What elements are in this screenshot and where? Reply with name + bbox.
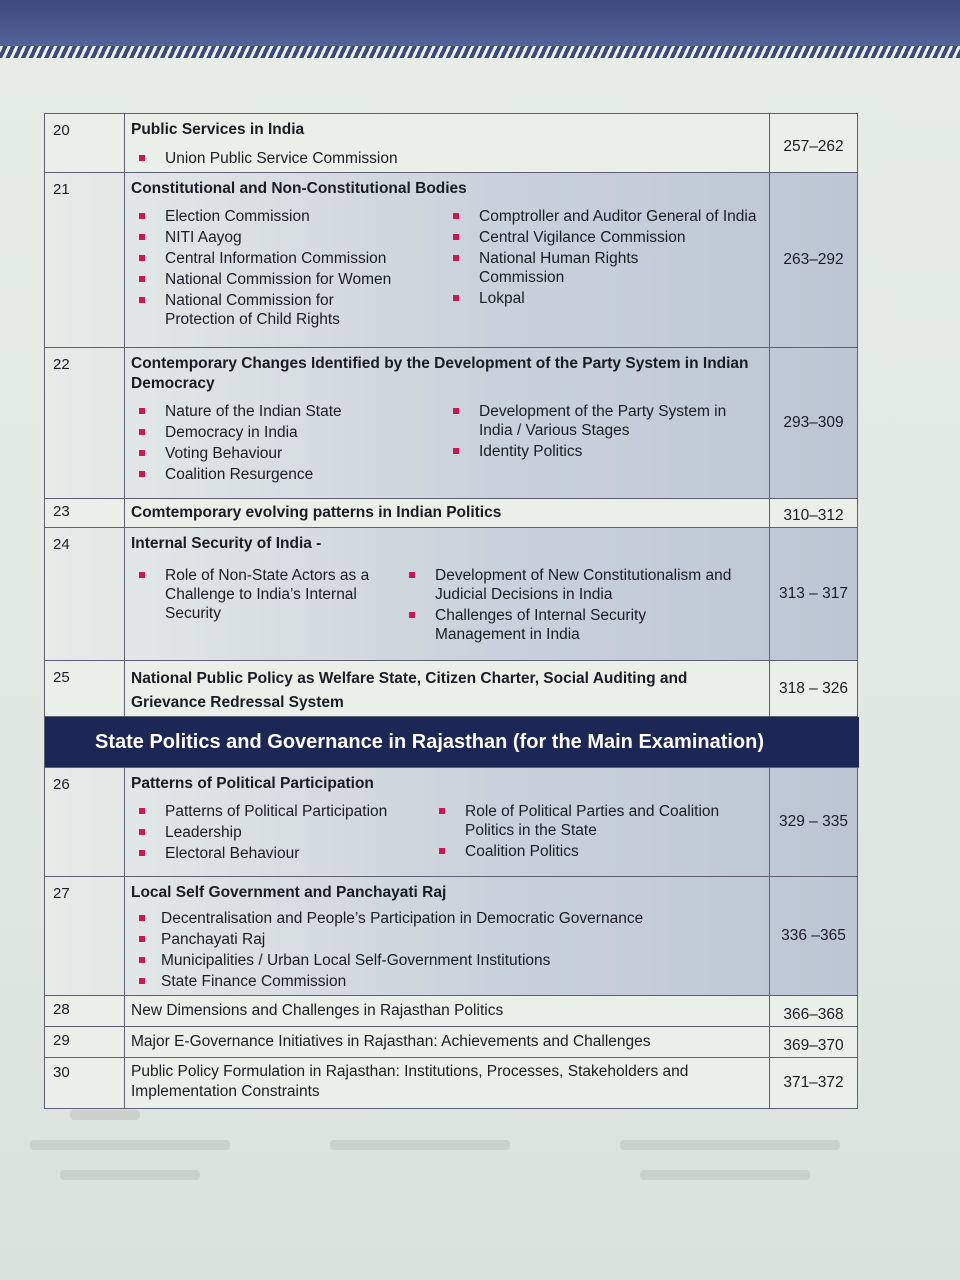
- chapter-number: 22: [45, 348, 125, 498]
- page-range: 310–312: [769, 499, 857, 527]
- page-range: 263–292: [769, 173, 857, 347]
- topic-item: Role of Political Parties and Coalition Politics in the State: [431, 802, 745, 840]
- toc-row-28: [45, 996, 857, 1027]
- toc-row-20: [45, 114, 857, 173]
- topic-item: Identity Politics: [445, 442, 759, 461]
- topic-item: State Finance Commission: [131, 972, 759, 991]
- toc-row-24: [45, 528, 857, 661]
- toc-row-25: [45, 661, 857, 717]
- topic-item: Democracy in India: [131, 423, 445, 442]
- page-range: 371–372: [769, 1058, 857, 1108]
- topic-item: Election Commission: [131, 207, 445, 226]
- toc-row-27: [45, 877, 857, 996]
- page-range: 257–262: [769, 114, 857, 172]
- page-range: 313 – 317: [769, 528, 857, 660]
- chapter-number: 23: [45, 499, 125, 527]
- toc-row-30: [45, 1058, 857, 1108]
- topic-item: Decentralisation and People’s Participation in Democratic Governance: [131, 909, 759, 928]
- page-range: 329 – 335: [769, 768, 857, 876]
- chapter-title: New Dimensions and Challenges in Rajasthan Politics: [131, 1002, 504, 1019]
- toc-row-29: [45, 1027, 857, 1058]
- chapter-number: 28: [45, 996, 125, 1026]
- topic-item: Coalition Resurgence: [131, 465, 445, 484]
- toc-row-22: [45, 348, 857, 499]
- chapter-number: 20: [45, 114, 125, 172]
- chapter-title: Major E-Governance Initiatives in Rajasthan: Achievements and Challenges: [131, 1033, 651, 1050]
- topic-item: Development of New Constitutionalism and Judicial Decisions in India: [401, 566, 759, 604]
- topic-item: Voting Behaviour: [131, 444, 445, 463]
- topic-item: Comptroller and Auditor General of India: [445, 207, 759, 226]
- section-banner: State Politics and Governance in Rajasthan (for the Main Examination): [45, 717, 859, 768]
- contents-table: [44, 113, 858, 1109]
- topic-item: Role of Non-State Actors as a Challenge to India’s Internal Security: [131, 566, 395, 623]
- toc-row-26: [45, 768, 857, 877]
- topic-item: Electoral Behaviour: [131, 844, 431, 863]
- page-range: 369–370: [769, 1027, 857, 1057]
- topic-item: Nature of the Indian State: [131, 402, 445, 421]
- chapter-title: National Public Policy as Welfare State, Citizen Charter, Social Auditing and Grievance Redressal System: [131, 670, 688, 711]
- chapter-title: Local Self Government and Panchayati Raj: [131, 884, 447, 901]
- chapter-title: Contemporary Changes Identified by the Development of the Party System in Indian Democracy: [131, 355, 749, 392]
- chapter-number: 21: [45, 173, 125, 347]
- page-range: 293–309: [769, 348, 857, 498]
- toc-row-23: [45, 499, 857, 528]
- chapter-number: 25: [45, 661, 125, 716]
- topic-item: Municipalities / Urban Local Self-Government Institutions: [131, 951, 759, 970]
- page-range: 366–368: [769, 996, 857, 1026]
- topic-item: Patterns of Political Participation: [131, 802, 431, 821]
- page-range: 318 – 326: [769, 661, 857, 716]
- topic-item: Development of the Party System in India / Various Stages: [445, 402, 759, 440]
- topic-item: Central Information Commission: [131, 249, 445, 268]
- chapter-title: Public Policy Formulation in Rajasthan: Institutions, Processes, Stakeholders and Implementation Constraints: [131, 1063, 689, 1100]
- topic-item: Union Public Service Commission: [131, 149, 759, 168]
- chapter-number: 29: [45, 1027, 125, 1057]
- topic-item: National Commission for Women: [131, 270, 445, 289]
- topic-item: Panchayati Raj: [131, 930, 759, 949]
- chapter-number: 24: [45, 528, 125, 660]
- chapter-number: 26: [45, 768, 125, 876]
- top-decorative-band: [0, 0, 960, 58]
- chapter-title: Comtemporary evolving patterns in Indian Politics: [131, 504, 502, 521]
- topic-item: National Human Rights Commission: [445, 249, 639, 287]
- chapter-title: Constitutional and Non-Constitutional Bodies: [131, 180, 467, 197]
- chapter-number: 30: [45, 1058, 125, 1108]
- topic-item: Challenges of Internal Security Management in India: [401, 606, 675, 644]
- page-range: 336 –365: [769, 877, 857, 995]
- topic-item: Central Vigilance Commission: [445, 228, 759, 247]
- topic-item: Lokpal: [445, 289, 759, 308]
- topic-item: Leadership: [131, 823, 431, 842]
- topic-item: NITI Aayog: [131, 228, 445, 247]
- topic-item: National Commission for Protection of Child Rights: [131, 291, 385, 329]
- chapter-title: Internal Security of India -: [131, 535, 322, 552]
- topic-item: Coalition Politics: [431, 842, 759, 861]
- chapter-title: Patterns of Political Participation: [131, 775, 374, 792]
- chapter-title: Public Services in India: [131, 121, 305, 138]
- chapter-number: 27: [45, 877, 125, 995]
- show-through-texture: [0, 1110, 960, 1280]
- toc-row-21: [45, 173, 857, 348]
